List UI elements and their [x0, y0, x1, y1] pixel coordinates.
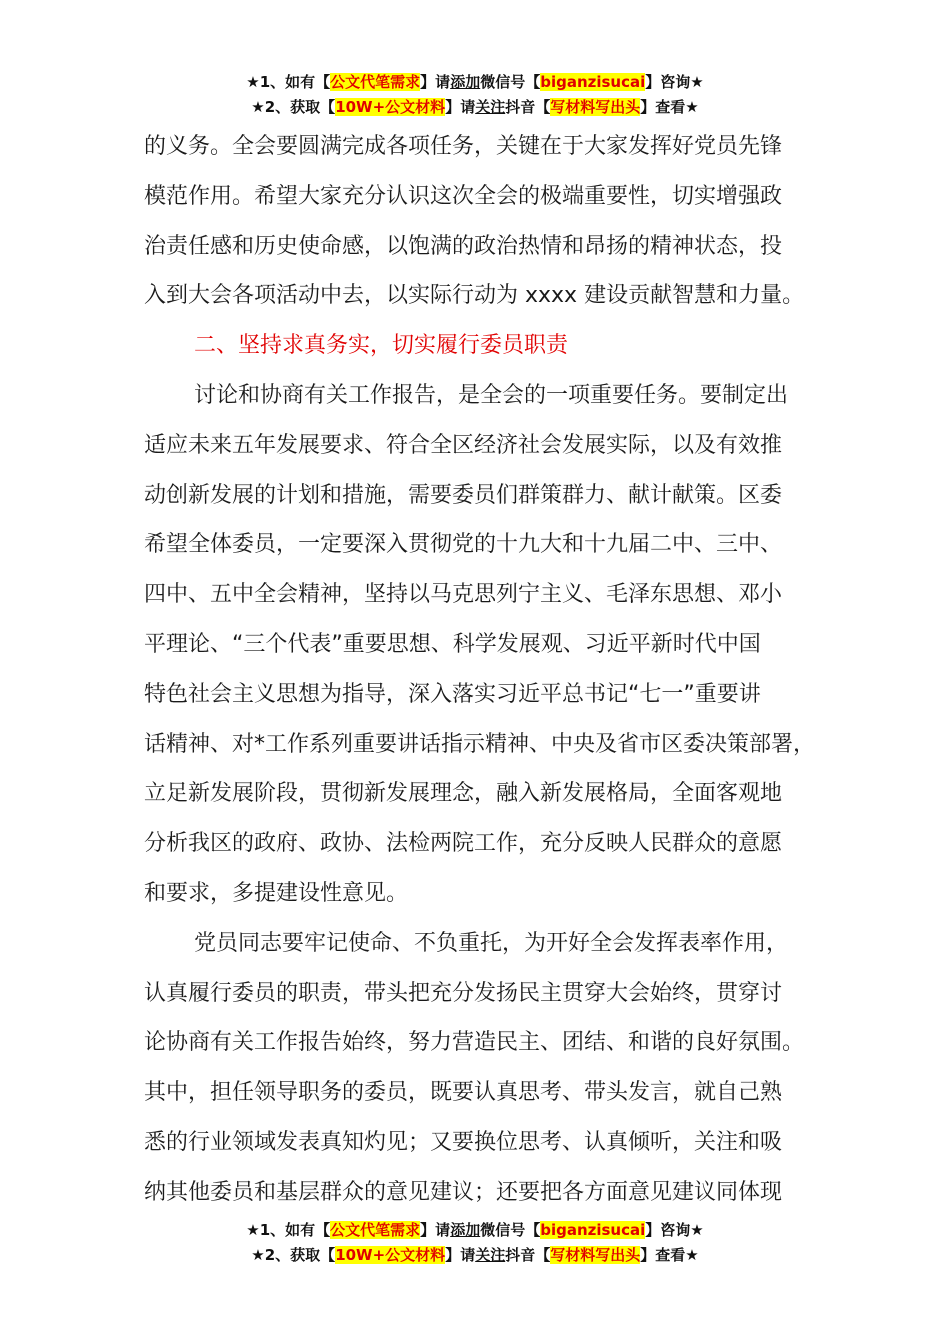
body-line: 希望全体委员，一定要深入贯彻党的十九大和十九届二中、三中、 — [144, 532, 783, 558]
body-line: 立足新发展阶段，贯彻新发展理念，融入新发展格局，全面客观地 — [144, 781, 783, 807]
promo-highlight: 10W+公文材料 — [335, 1246, 446, 1264]
promo-text: 】请 — [445, 1246, 476, 1264]
body-line: 动创新发展的计划和措施，需要委员们群策群力、献计献策。区委 — [144, 482, 783, 508]
promo-underlined: 关注 — [475, 98, 506, 116]
body-line: 特色社会主义思想为指导，深入落实习近平总书记“七一”重要讲 — [144, 681, 761, 707]
promo-text: ★2、获取【 — [251, 1246, 336, 1264]
promo-line-2 — [0, 1243, 950, 1268]
promo-text: 】请 — [420, 73, 451, 91]
promo-line-2 — [0, 95, 950, 120]
body-line: 适应未来五年发展要求、符合全区经济社会发展实际，以及有效推 — [144, 432, 783, 458]
body-line: 和要求，多提建设性意见。 — [144, 880, 409, 906]
promo-text: 】请 — [445, 98, 476, 116]
body-line: 认真履行委员的职责，带头把充分发扬民主贯穿大会始终，贯穿讨 — [144, 980, 783, 1006]
promo-text: 抖音【 — [505, 1246, 551, 1264]
body-line: 论协商有关工作报告始终，努力营造民主、团结、和谐的良好氛围。 — [144, 1030, 805, 1056]
section-heading: 二、坚持求真务实，切实履行委员职责 — [194, 333, 569, 359]
promo-wechat-id: biganzisucai — [540, 73, 646, 91]
body-line: 悉的行业领域发表真知灼见；又要换位思考、认真倾听，关注和吸 — [144, 1129, 783, 1155]
promo-wechat-id: biganzisucai — [540, 1221, 646, 1239]
body-line: 分析我区的政府、政协、法检两院工作，充分反映人民群众的意愿 — [144, 831, 783, 857]
body-line: 四中、五中全会精神，坚持以马克思列宁主义、毛泽东思想、邓小 — [144, 582, 783, 608]
promo-text: ★1、如有【 — [246, 73, 331, 91]
promo-highlight: 10W+公文材料 — [335, 98, 446, 116]
body-line: 其中，担任领导职务的委员，既要认真思考、带头发言，就自己熟 — [144, 1080, 783, 1106]
promo-header — [0, 70, 950, 120]
promo-text: 】咨询★ — [645, 1221, 704, 1239]
promo-underlined: 关注 — [475, 1246, 506, 1264]
body-line: 入到大会各项活动中去，以实际行动为 xxxx 建设贡献智慧和力量。 — [144, 283, 805, 309]
promo-text: 微信号【 — [480, 1221, 541, 1239]
promo-underlined: 添加 — [450, 1221, 481, 1239]
promo-text: ★1、如有【 — [246, 1221, 331, 1239]
body-line: 模范作用。希望大家充分认识这次全会的极端重要性，切实增强政 — [144, 183, 783, 209]
body-line: 话精神、对*工作系列重要讲话指示精神、中央及省市区委决策部署， — [144, 731, 816, 757]
body-line: 纳其他委员和基层群众的意见建议；还要把各方面意见建议同体现 — [144, 1179, 783, 1205]
body-line: 的义务。全会要圆满完成各项任务，关键在于大家发挥好党员先锋 — [144, 134, 783, 159]
promo-highlight: 公文代笔需求 — [330, 73, 421, 91]
promo-highlight: 公文代笔需求 — [330, 1221, 421, 1239]
promo-line-1 — [0, 70, 950, 95]
body-line: 讨论和协商有关工作报告，是全会的一项重要任务。要制定出 — [194, 382, 789, 408]
body-line: 党员同志要牢记使命、不负重托，为开好全会发挥表率作用， — [194, 930, 789, 956]
promo-text: 】请 — [420, 1221, 451, 1239]
promo-text: 抖音【 — [505, 98, 551, 116]
document-body — [144, 122, 816, 1218]
promo-text: 微信号【 — [480, 73, 541, 91]
promo-douyin-id: 写材料写出头 — [550, 1246, 641, 1264]
promo-footer — [0, 1218, 950, 1268]
promo-line-1 — [0, 1218, 950, 1243]
body-line: 平理论、“三个代表”重要思想、科学发展观、习近平新时代中国 — [144, 631, 761, 657]
promo-text: 】查看★ — [640, 1246, 699, 1264]
promo-text: 】咨询★ — [645, 73, 704, 91]
promo-underlined: 添加 — [450, 73, 481, 91]
promo-text: 】查看★ — [640, 98, 699, 116]
promo-douyin-id: 写材料写出头 — [550, 98, 641, 116]
body-line: 治责任感和历史使命感，以饱满的政治热情和昂扬的精神状态，投 — [144, 233, 783, 259]
promo-text: ★2、获取【 — [251, 98, 336, 116]
